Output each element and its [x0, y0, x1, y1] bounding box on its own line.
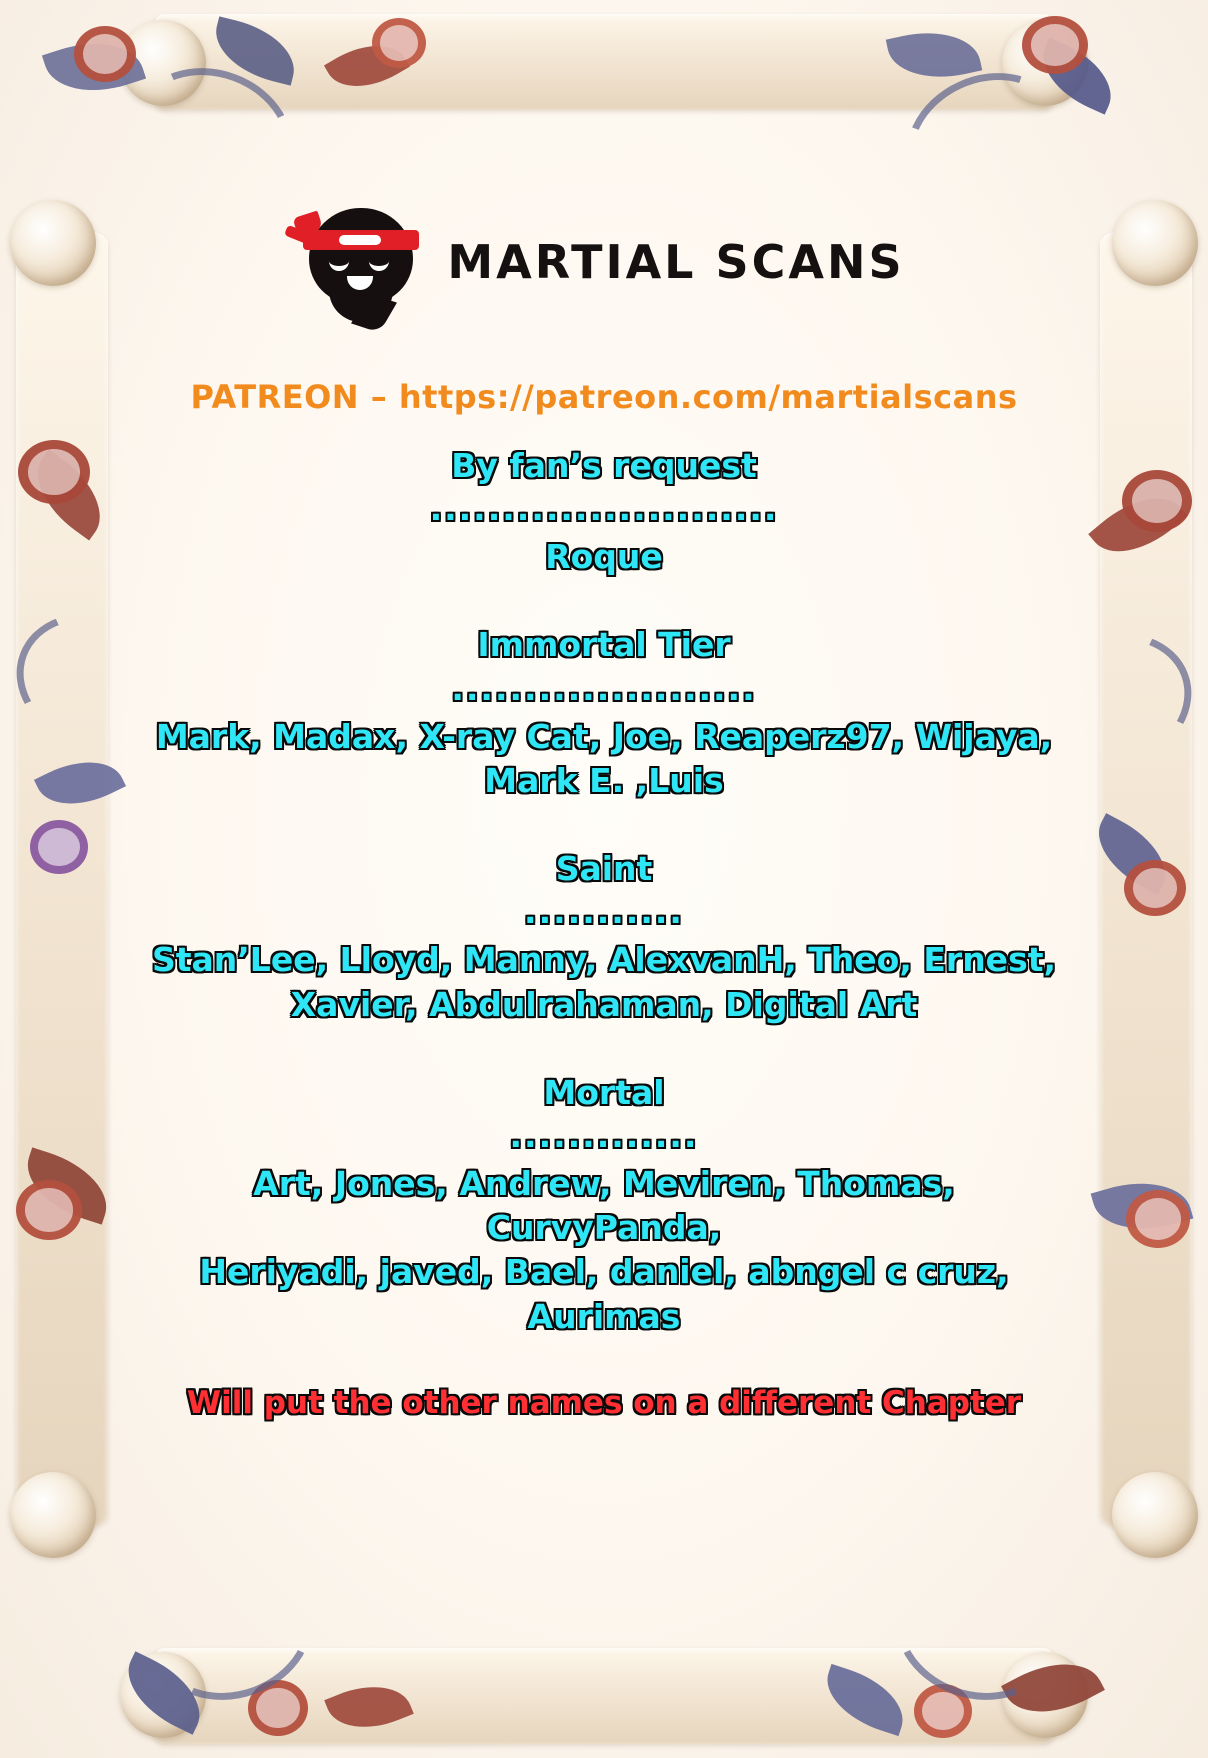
- tier-names-immortal: Mark, Madax, X-ray Cat, Joe, Reaperz97, Wijaya,: [155, 716, 1053, 756]
- leaf-icon: [886, 21, 982, 88]
- flower-icon: [914, 1684, 972, 1738]
- scroll-curl-icon: [120, 1652, 206, 1738]
- credits-content: [140, 200, 1068, 1452]
- tier-divider-saint: ...........: [524, 892, 684, 932]
- leaf-icon: [1084, 813, 1181, 895]
- vine-icon: [876, 1540, 1076, 1722]
- scroll-curl-icon: [10, 1472, 96, 1558]
- flower-icon: [372, 18, 426, 68]
- leaf-icon: [1088, 478, 1188, 573]
- tier-title-immortal: Immortal Tier: [477, 625, 731, 665]
- tier-names-immortal: Mark E. ,Luis: [484, 760, 724, 800]
- tier-divider-immortal: .....................: [451, 668, 757, 708]
- flower-icon: [1022, 16, 1088, 74]
- patreon-link[interactable]: PATREON – https://patreon.com/martialscans: [190, 378, 1018, 416]
- tier-names-mortal: Art, Jones, Andrew, Meviren, Thomas, CurvyPanda,: [253, 1163, 955, 1248]
- tier-names-saint: Stan’Lee, Lloyd, Manny, AlexvanH, Theo, Ernest,: [151, 940, 1057, 980]
- flower-icon: [30, 820, 88, 874]
- scroll-curl-icon: [10, 200, 96, 286]
- scroll-curl-icon: [1112, 200, 1198, 286]
- brand-title: MARTIAL SCANS: [447, 235, 905, 289]
- leaf-icon: [16, 1147, 118, 1224]
- tier-title-saint: Saint: [555, 849, 653, 889]
- leaf-icon: [1091, 1168, 1194, 1243]
- flower-icon: [248, 1680, 308, 1736]
- request-divider: ........................: [429, 489, 779, 529]
- flower-icon: [74, 26, 136, 82]
- brand-header: [140, 200, 1068, 324]
- scroll-curl-icon: [1002, 1652, 1088, 1738]
- tier-divider-mortal: .............: [509, 1115, 699, 1155]
- scroll-curl-icon: [1112, 1472, 1198, 1558]
- flower-icon: [18, 440, 90, 504]
- leaf-icon: [113, 1651, 214, 1735]
- leaf-icon: [42, 27, 146, 107]
- leaf-icon: [1030, 37, 1124, 114]
- scroll-band-left: [16, 230, 108, 1528]
- requester-name: Roque: [545, 537, 663, 577]
- tier-names-mortal: Heriyadi, javed, Bael, daniel, abngel c cruz, Aurimas: [199, 1252, 1009, 1336]
- flower-icon: [1124, 860, 1186, 916]
- flower-icon: [1126, 1190, 1190, 1248]
- leaf-icon: [324, 28, 410, 103]
- leaf-icon: [207, 16, 303, 85]
- vine-icon: [132, 1540, 332, 1722]
- leaf-icon: [20, 449, 119, 540]
- tier-names-saint: Xavier, Abdulrahaman, Digital Art: [290, 984, 918, 1024]
- leaf-icon: [34, 745, 126, 821]
- scroll-band-bottom: [150, 1648, 1058, 1744]
- fan-request-line: By fan’s request: [451, 446, 757, 485]
- footer-note: Will put the other names on a different Chapter: [186, 1384, 1022, 1421]
- tier-title-mortal: Mortal: [543, 1072, 665, 1112]
- scroll-band-right: [1100, 230, 1192, 1528]
- leaf-icon: [324, 1671, 414, 1743]
- ninja-mascot-icon: [303, 200, 421, 324]
- leaf-icon: [817, 1664, 914, 1736]
- scroll-curl-icon: [120, 20, 206, 106]
- leaf-icon: [1001, 1644, 1105, 1732]
- scroll-curl-icon: [1002, 20, 1088, 106]
- scroll-band-top: [150, 14, 1058, 110]
- flower-icon: [16, 1180, 82, 1240]
- flower-icon: [1122, 470, 1192, 532]
